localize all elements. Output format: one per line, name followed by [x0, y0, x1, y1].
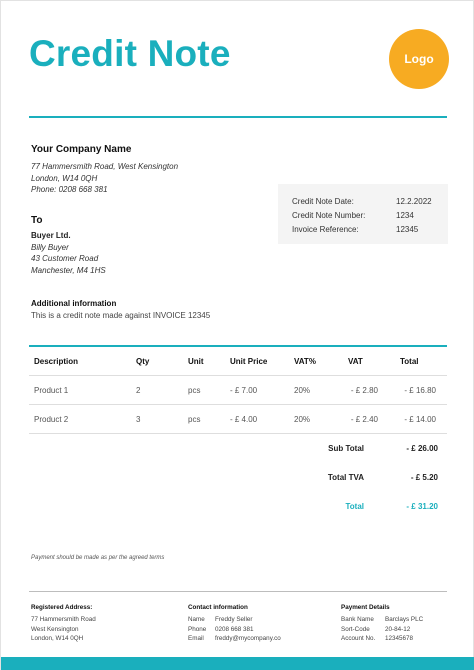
company-name: Your Company Name: [31, 144, 132, 155]
cell-description: Product 2: [34, 414, 69, 424]
company-block: [31, 144, 178, 196]
meta-row-date: [292, 194, 434, 208]
header-divider: [29, 116, 447, 118]
cell-vat-percent: 20%: [294, 414, 311, 424]
line-items-table: [29, 345, 447, 521]
table-row: [29, 405, 447, 434]
registered-address-heading: Registered Address:: [31, 604, 93, 611]
meta-row-number: [292, 208, 434, 222]
footer-contact-info: [188, 604, 281, 644]
contact-label: Email: [188, 635, 204, 643]
company-address-line: 77 Hammersmith Road, West Kensington: [31, 162, 179, 171]
cell-unit-price: - £ 7.00: [230, 385, 258, 395]
company-address-line: London, W14 0QH: [31, 173, 98, 183]
cell-unit-price: - £ 4.00: [230, 414, 258, 424]
document-title: Credit Note: [29, 33, 231, 74]
contact-phone-row: [188, 625, 281, 635]
footer-accent-bar: [1, 657, 474, 670]
cell-total: - £ 16.80: [404, 385, 436, 395]
recipient-company: Buyer Ltd.: [31, 231, 71, 240]
meta-value: 12345: [396, 224, 419, 234]
meta-value: 12.2.2022: [396, 196, 432, 206]
cell-total: - £ 14.00: [404, 414, 436, 424]
recipient-line: Manchester, M4 1HS: [31, 265, 106, 275]
contact-info-heading: Contact information: [188, 604, 248, 611]
cell-unit: pcs: [188, 385, 201, 395]
cell-description: Product 1: [34, 385, 69, 395]
cell-qty: 2: [136, 385, 141, 395]
grand-total-row: [29, 492, 447, 521]
registered-address-line: London, W14 0QH: [31, 635, 84, 643]
header-vat-percent: VAT%: [294, 356, 316, 366]
payment-value: 20-84-12: [385, 625, 411, 633]
recipient-block: [31, 215, 106, 276]
header-total: Total: [400, 356, 419, 366]
subtotal-value: - £ 26.00: [406, 444, 438, 453]
payment-details-heading: Payment Details: [341, 604, 390, 611]
meta-row-reference: [292, 222, 434, 236]
tax-total-value: - £ 5.20: [410, 473, 438, 482]
recipient-line: 43 Customer Road: [31, 254, 99, 263]
registered-address-line: West Kensington: [31, 625, 79, 633]
payment-terms: Payment should be made as per the agreed terms: [31, 555, 165, 561]
payment-value: 12345678: [385, 635, 414, 643]
credit-note-details: [278, 184, 448, 244]
contact-email[interactable]: freddy@mycompany.co: [215, 635, 281, 643]
additional-info-text: This is a credit note made against INVOICE 12345: [31, 311, 211, 320]
header-qty: Qty: [136, 356, 150, 366]
cell-vat: - £ 2.40: [350, 414, 378, 424]
grand-total-label: Total: [345, 502, 364, 511]
header-description: Description: [34, 356, 79, 366]
footer-registered-address: [31, 604, 96, 644]
meta-value: 1234: [396, 210, 414, 220]
header-unit: Unit: [188, 356, 204, 366]
contact-value: Freddy Seller: [215, 616, 253, 623]
footer-payment-details: [341, 604, 423, 644]
meta-label: Invoice Reference:: [292, 224, 359, 234]
additional-info: [31, 299, 210, 320]
table-row: [29, 376, 447, 405]
header-unit-price: Unit Price: [230, 356, 268, 366]
payment-label: Account No.: [341, 635, 376, 643]
subtotal-label: Sub Total: [328, 444, 364, 453]
cell-vat: - £ 2.80: [350, 385, 378, 395]
contact-email-row: [188, 634, 281, 644]
contact-value: 0208 668 381: [215, 625, 254, 633]
tax-total-label: Total TVA: [327, 473, 364, 482]
meta-label: Credit Note Date:: [292, 196, 354, 206]
cell-vat-percent: 20%: [294, 385, 311, 395]
header-vat: VAT: [348, 356, 363, 366]
registered-address-line: 77 Hammersmith Road: [31, 616, 96, 623]
cell-qty: 3: [136, 414, 141, 424]
meta-label: Credit Note Number:: [292, 210, 366, 220]
payment-label: Bank Name: [341, 616, 374, 623]
sort-code-row: [341, 625, 423, 635]
table-header-row: [29, 347, 447, 376]
grand-total-value: - £ 31.20: [406, 502, 438, 511]
payment-value: Barclays PLC: [385, 616, 424, 623]
contact-label: Phone: [188, 625, 207, 633]
company-phone: Phone: 0208 668 381: [31, 185, 108, 194]
contact-name-row: [188, 615, 281, 625]
tax-total-row: [29, 463, 447, 492]
bank-name-row: [341, 615, 423, 625]
logo-badge: Logo: [389, 29, 449, 89]
account-number-row: [341, 634, 423, 644]
recipient-line: Billy Buyer: [31, 242, 69, 252]
additional-info-heading: Additional information: [31, 299, 117, 308]
cell-unit: pcs: [188, 414, 201, 424]
subtotal-row: [29, 434, 447, 463]
footer-divider: [29, 591, 447, 592]
contact-label: Name: [188, 616, 205, 623]
recipient-heading: To: [31, 215, 43, 226]
payment-label: Sort-Code: [341, 625, 370, 633]
